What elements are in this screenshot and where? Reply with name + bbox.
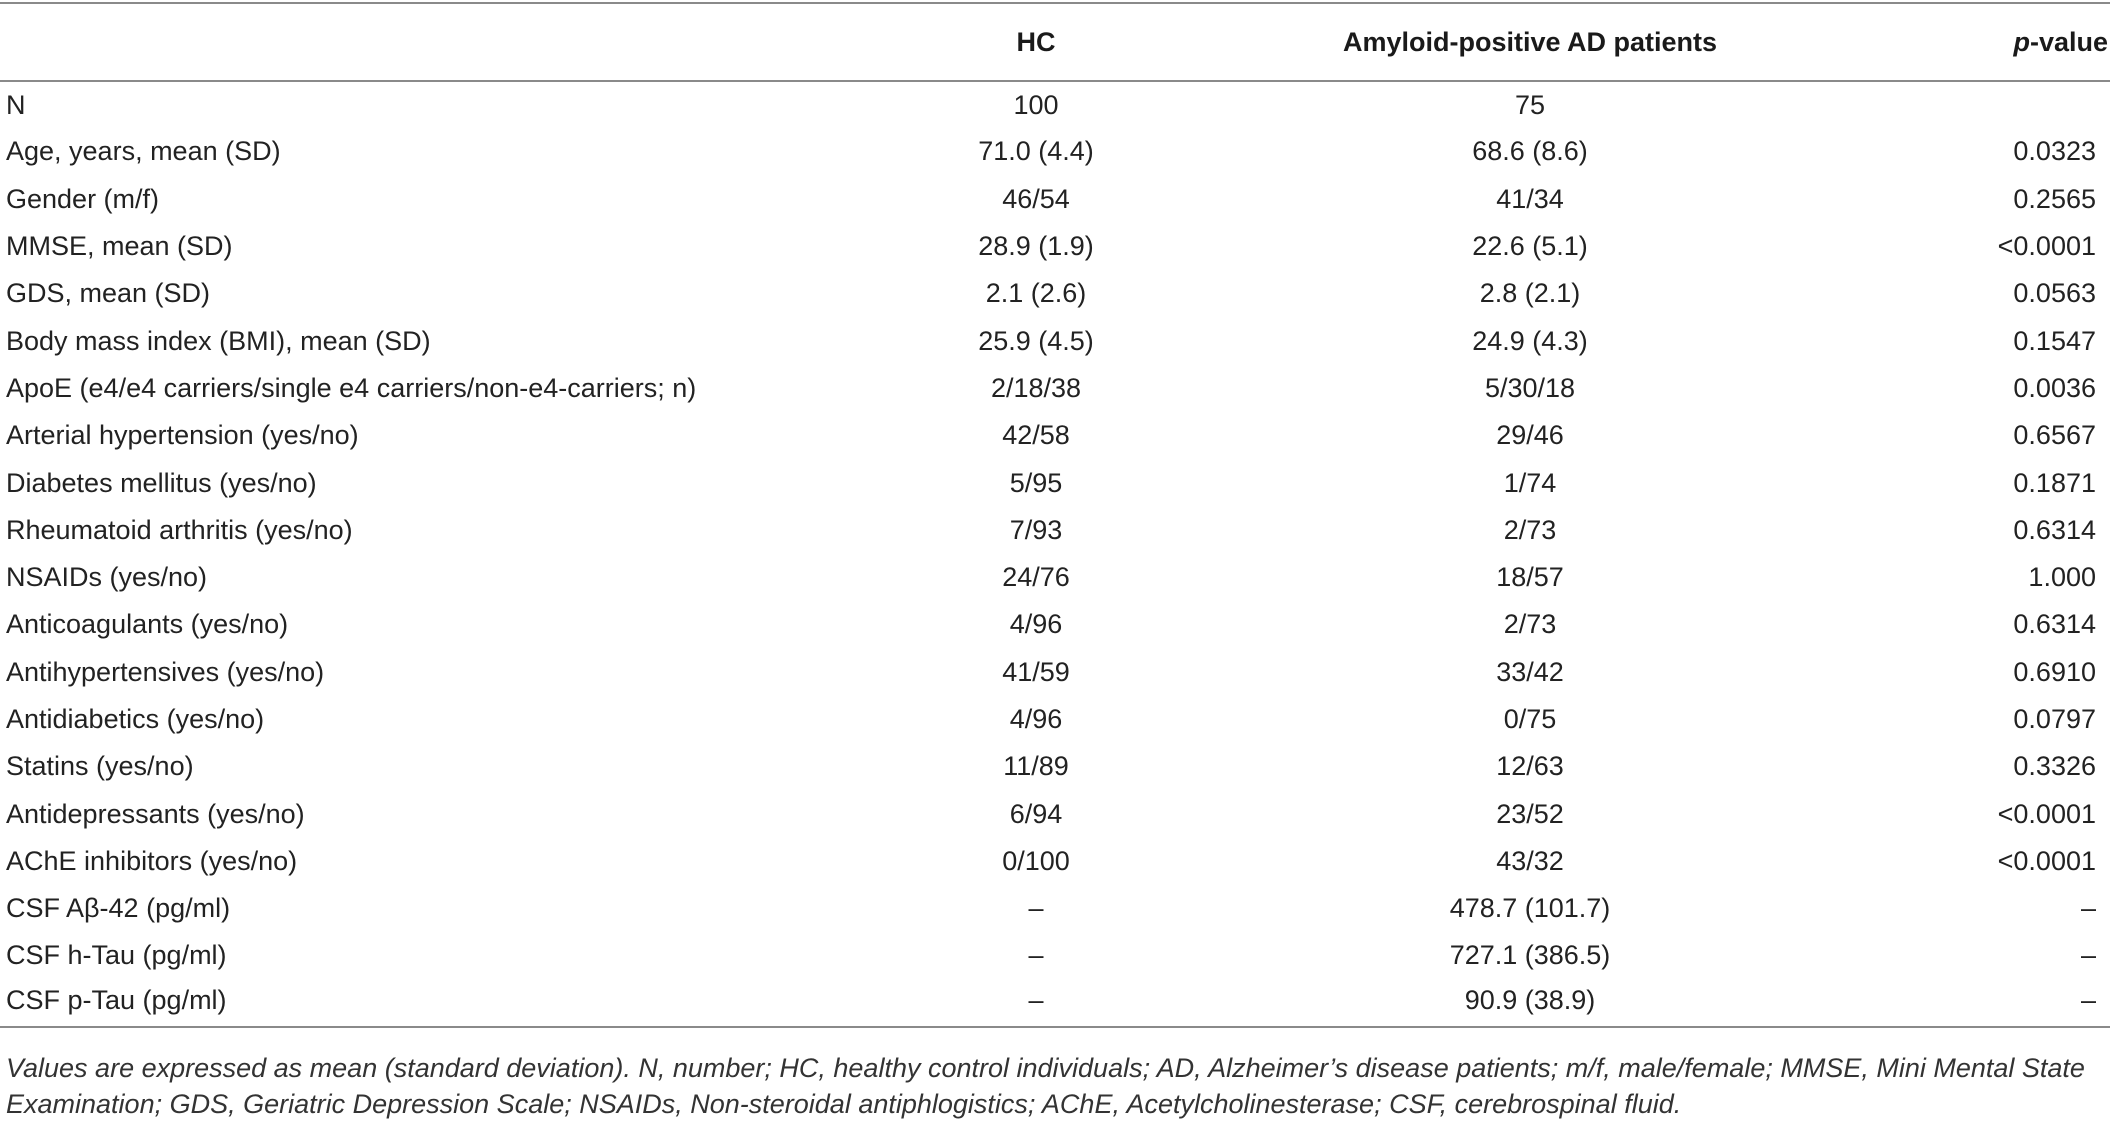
hc-value: 28.9 (1.9) <box>978 231 1094 262</box>
hc-value: 6/94 <box>1009 798 1063 829</box>
row-label: Statins (yes/no) <box>6 751 194 782</box>
table-row <box>0 223 2110 270</box>
header-ad: Amyloid-positive AD patients <box>1240 3 1790 81</box>
row-label: GDS, mean (SD) <box>6 278 211 309</box>
table-row <box>0 980 2110 1027</box>
header-row <box>0 3 2110 81</box>
hc-value: 2.1 (2.6) <box>985 278 1087 309</box>
table-row <box>0 838 2110 885</box>
hc-value: – <box>1028 893 1044 924</box>
table-row <box>0 507 2110 554</box>
ad-value: 2/73 <box>1503 514 1557 545</box>
ad-value: 2/73 <box>1503 609 1557 640</box>
hc-value: 7/93 <box>1009 514 1063 545</box>
p-value <box>1790 81 2110 128</box>
hc-value: 11/89 <box>1003 751 1069 782</box>
row-label: MMSE, mean (SD) <box>6 231 233 262</box>
hc-value: 4/96 <box>1009 704 1063 734</box>
table-row <box>0 459 2110 506</box>
row-label: Gender (m/f) <box>6 183 160 214</box>
p-value: 0.3326 <box>2013 751 2096 782</box>
p-value: 0.6314 <box>2013 514 2096 545</box>
table-row <box>0 554 2110 601</box>
ad-value: 90.9 (38.9) <box>1464 985 1596 1016</box>
row-label: Rheumatoid arthritis (yes/no) <box>6 514 353 545</box>
hc-value: 24/76 <box>1002 562 1070 593</box>
hc-value: 41/59 <box>1002 656 1070 687</box>
hc-value: 46/54 <box>1002 183 1070 214</box>
hc-value: 25.9 (4.5) <box>978 325 1094 356</box>
ad-value: 29/46 <box>1496 420 1564 451</box>
table-row <box>0 601 2110 648</box>
hc-value: 42/58 <box>1002 420 1070 451</box>
p-value: 0.1547 <box>2013 325 2096 356</box>
table-row <box>0 932 2110 979</box>
row-label: CSF p-Tau (pg/ml) <box>6 985 227 1016</box>
hc-value: 100 <box>1013 89 1059 120</box>
row-label: Antidepressants (yes/no) <box>6 798 305 829</box>
p-value: 1.000 <box>2028 562 2096 593</box>
row-label: Antihypertensives (yes/no) <box>6 656 325 687</box>
table-row <box>0 743 2110 790</box>
ad-value: 23/52 <box>1496 798 1564 829</box>
header-hc: HC <box>840 3 1240 81</box>
hc-value: 4/96 <box>1009 609 1063 640</box>
row-label: Antidiabetics (yes/no) <box>6 704 265 734</box>
ad-value: 22.6 (5.1) <box>1472 231 1588 262</box>
table-row <box>0 317 2110 364</box>
header-label-blank <box>0 3 840 81</box>
ad-value: 0/75 <box>1503 704 1557 734</box>
row-label: Age, years, mean (SD) <box>6 136 281 167</box>
table-body <box>0 81 2110 1027</box>
table-row <box>0 81 2110 128</box>
p-value: 0.0323 <box>2013 136 2096 167</box>
table-row <box>0 412 2110 459</box>
p-value: <0.0001 <box>1997 798 2096 829</box>
row-label: Arterial hypertension (yes/no) <box>6 420 359 451</box>
ad-value: 478.7 (101.7) <box>1449 893 1611 924</box>
ad-value: 68.6 (8.6) <box>1472 136 1588 167</box>
p-value: 0.6314 <box>2013 609 2096 640</box>
table-row <box>0 176 2110 223</box>
ad-value: 18/57 <box>1496 562 1564 593</box>
p-value: 0.0563 <box>2013 278 2096 309</box>
hc-value: 71.0 (4.4) <box>978 136 1094 167</box>
table-row <box>0 365 2110 412</box>
row-label: ApoE (e4/e4 carriers/single e4 carriers/non-e4-carriers; n) <box>6 372 697 403</box>
header-p-value <box>1790 3 2110 81</box>
p-value: <0.0001 <box>1997 845 2096 876</box>
ad-value: 75 <box>1514 89 1546 120</box>
row-label: Body mass index (BMI), mean (SD) <box>6 325 431 356</box>
row-label: NSAIDs (yes/no) <box>6 562 208 593</box>
ad-value: 12/63 <box>1496 751 1564 782</box>
p-value: 0.1871 <box>2013 467 2096 498</box>
table-row <box>0 696 2110 743</box>
ad-value: 33/42 <box>1496 656 1564 687</box>
row-label: AChE inhibitors (yes/no) <box>6 845 298 876</box>
p-value: – <box>2080 940 2096 971</box>
ad-value: 5/30/18 <box>1484 372 1576 403</box>
ad-value: 1/74 <box>1503 467 1557 498</box>
ad-value: 2.8 (2.1) <box>1479 278 1581 309</box>
hc-value: – <box>1028 985 1044 1016</box>
table-row <box>0 128 2110 175</box>
p-value: 0.6910 <box>2013 656 2096 687</box>
p-value: 0.6567 <box>2013 420 2096 451</box>
table-row <box>0 270 2110 317</box>
row-label: CSF h-Tau (pg/ml) <box>6 940 227 971</box>
ad-value: 24.9 (4.3) <box>1472 325 1588 356</box>
p-value: 0.0036 <box>2013 372 2096 403</box>
row-label: Diabetes mellitus (yes/no) <box>6 467 317 498</box>
row-label: CSF Aβ-42 (pg/ml) <box>6 893 231 924</box>
table-row <box>0 790 2110 837</box>
demographics-table <box>0 2 2110 1028</box>
row-label: N <box>6 89 26 120</box>
table-row <box>0 649 2110 696</box>
p-value: 0.0797 <box>2013 704 2096 734</box>
header-p-italic: p <box>2013 26 2030 57</box>
hc-value: 2/18/38 <box>990 372 1082 403</box>
table-row <box>0 885 2110 932</box>
p-value: <0.0001 <box>1997 231 2096 262</box>
table-footnote: Values are expressed as mean (standard deviation). N, number; HC, healthy control individuals; AD, Alzheimer’s disease patients; m/f, male/female; MMSE, Mini Mental State Examination; GDS, Geriatric Depression Scale; NSAIDs, Non-steroidal antiphlogistics; AChE, Acetylcholinesterase; CSF, cerebrospinal fluid. <box>6 1053 2085 1119</box>
p-value: 0.2565 <box>2013 183 2096 214</box>
hc-value: – <box>1028 940 1044 971</box>
hc-value: 5/95 <box>1009 467 1063 498</box>
p-value: – <box>2080 985 2096 1016</box>
ad-value: 41/34 <box>1496 183 1564 214</box>
table-header <box>0 3 2110 81</box>
ad-value: 727.1 (386.5) <box>1449 940 1611 971</box>
hc-value: 0/100 <box>1002 845 1070 876</box>
header-p-rest: -value <box>2029 26 2108 57</box>
row-label: Anticoagulants (yes/no) <box>6 609 289 640</box>
ad-value: 43/32 <box>1496 845 1564 876</box>
p-value: – <box>2080 893 2096 924</box>
